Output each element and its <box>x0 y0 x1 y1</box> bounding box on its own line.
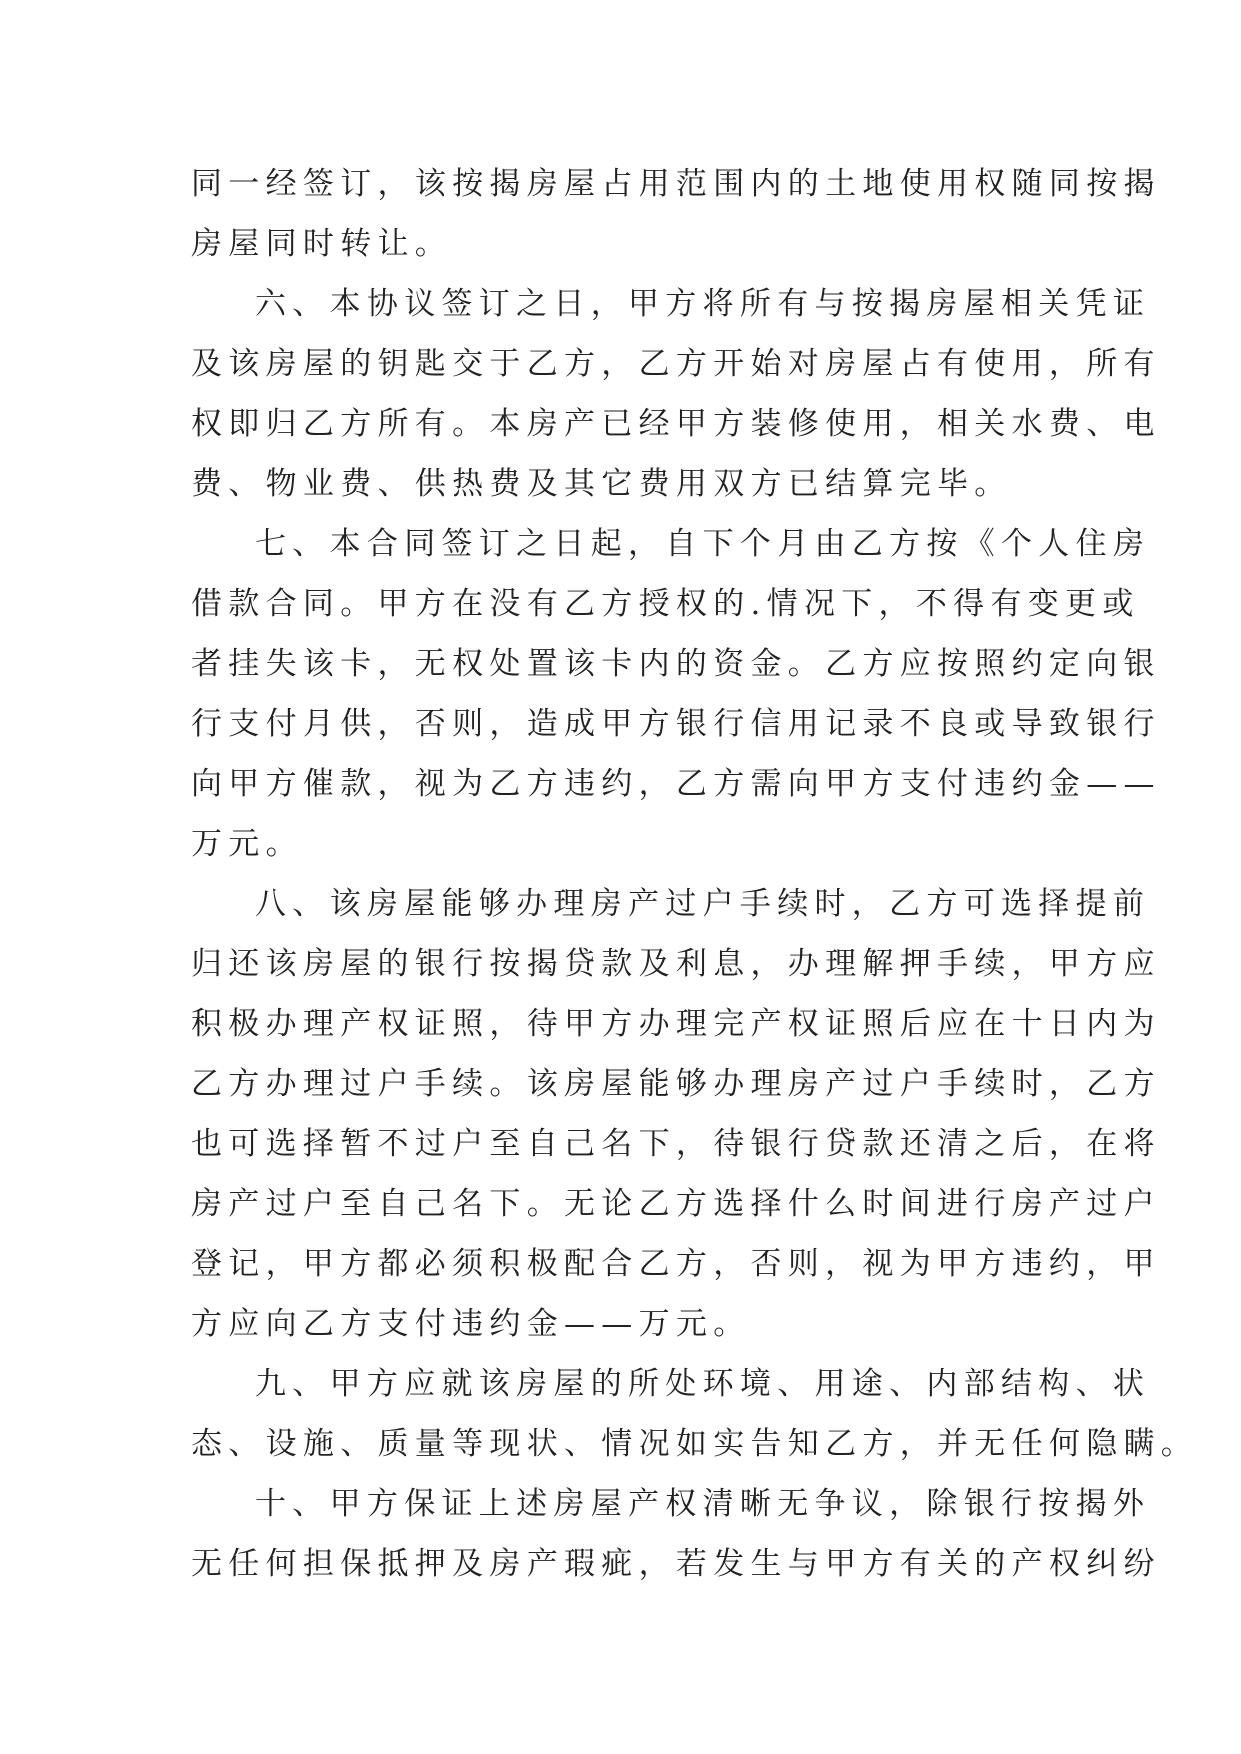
text-line: 及该房屋的钥匙交于乙方，乙方开始对房屋占有使用，所有 <box>191 346 1161 382</box>
paragraph-first-line: 九、甲方应就该房屋的所处环境、用途、内部结构、状 <box>255 1366 1151 1402</box>
text-line: 态、设施、质量等现状、情况如实告知乙方，并无任何隐瞒。 <box>191 1426 1199 1462</box>
text-line: 同一经签订，该按揭房屋占用范围内的土地使用权随同按揭 <box>191 166 1161 202</box>
text-line: 万元。 <box>191 826 303 862</box>
text-line: 房产过户至自己名下。无论乙方选择什么时间进行房产过户 <box>191 1186 1161 1222</box>
text-line: 行支付月供，否则，造成甲方银行信用记录不良或导致银行 <box>191 706 1161 742</box>
text-line: 房屋同时转让。 <box>191 226 453 262</box>
text-line: 登记，甲方都必须积极配合乙方，否则，视为甲方违约，甲 <box>191 1246 1161 1282</box>
paragraph-first-line: 十、甲方保证上述房屋产权清晰无争议，除银行按揭外 <box>255 1486 1151 1522</box>
paragraph-first-line: 八、该房屋能够办理房产过户手续时，乙方可选择提前 <box>255 886 1151 922</box>
text-line: 乙方办理过户手续。该房屋能够办理房产过户手续时，乙方 <box>191 1066 1161 1102</box>
text-line: 也可选择暂不过户至自己名下，待银行贷款还清之后，在将 <box>191 1126 1161 1162</box>
text-line: 方应向乙方支付违约金——万元。 <box>191 1306 751 1342</box>
text-line: 向甲方催款，视为乙方违约，乙方需向甲方支付违约金—— <box>191 766 1161 802</box>
text-line: 归还该房屋的银行按揭贷款及利息，办理解押手续，甲方应 <box>191 946 1161 982</box>
text-line: 借款合同。甲方在没有乙方授权的.情况下，不得有变更或 <box>191 586 1140 622</box>
paragraph-first-line: 六、本协议签订之日，甲方将所有与按揭房屋相关凭证 <box>255 286 1151 322</box>
text-line: 者挂失该卡，无权处置该卡内的资金。乙方应按照约定向银 <box>191 646 1161 682</box>
text-line: 费、物业费、供热费及其它费用双方已结算完毕。 <box>191 466 1012 502</box>
paragraph-first-line: 七、本合同签订之日起，自下个月由乙方按《个人住房 <box>255 526 1151 562</box>
text-line: 权即归乙方所有。本房产已经甲方装修使用，相关水费、电 <box>191 406 1161 442</box>
text-line: 无任何担保抵押及房产瑕疵，若发生与甲方有关的产权纠纷 <box>191 1546 1161 1582</box>
text-line: 积极办理产权证照，待甲方办理完产权证照后应在十日内为 <box>191 1006 1161 1042</box>
contract-body-text <box>191 154 1199 1594</box>
